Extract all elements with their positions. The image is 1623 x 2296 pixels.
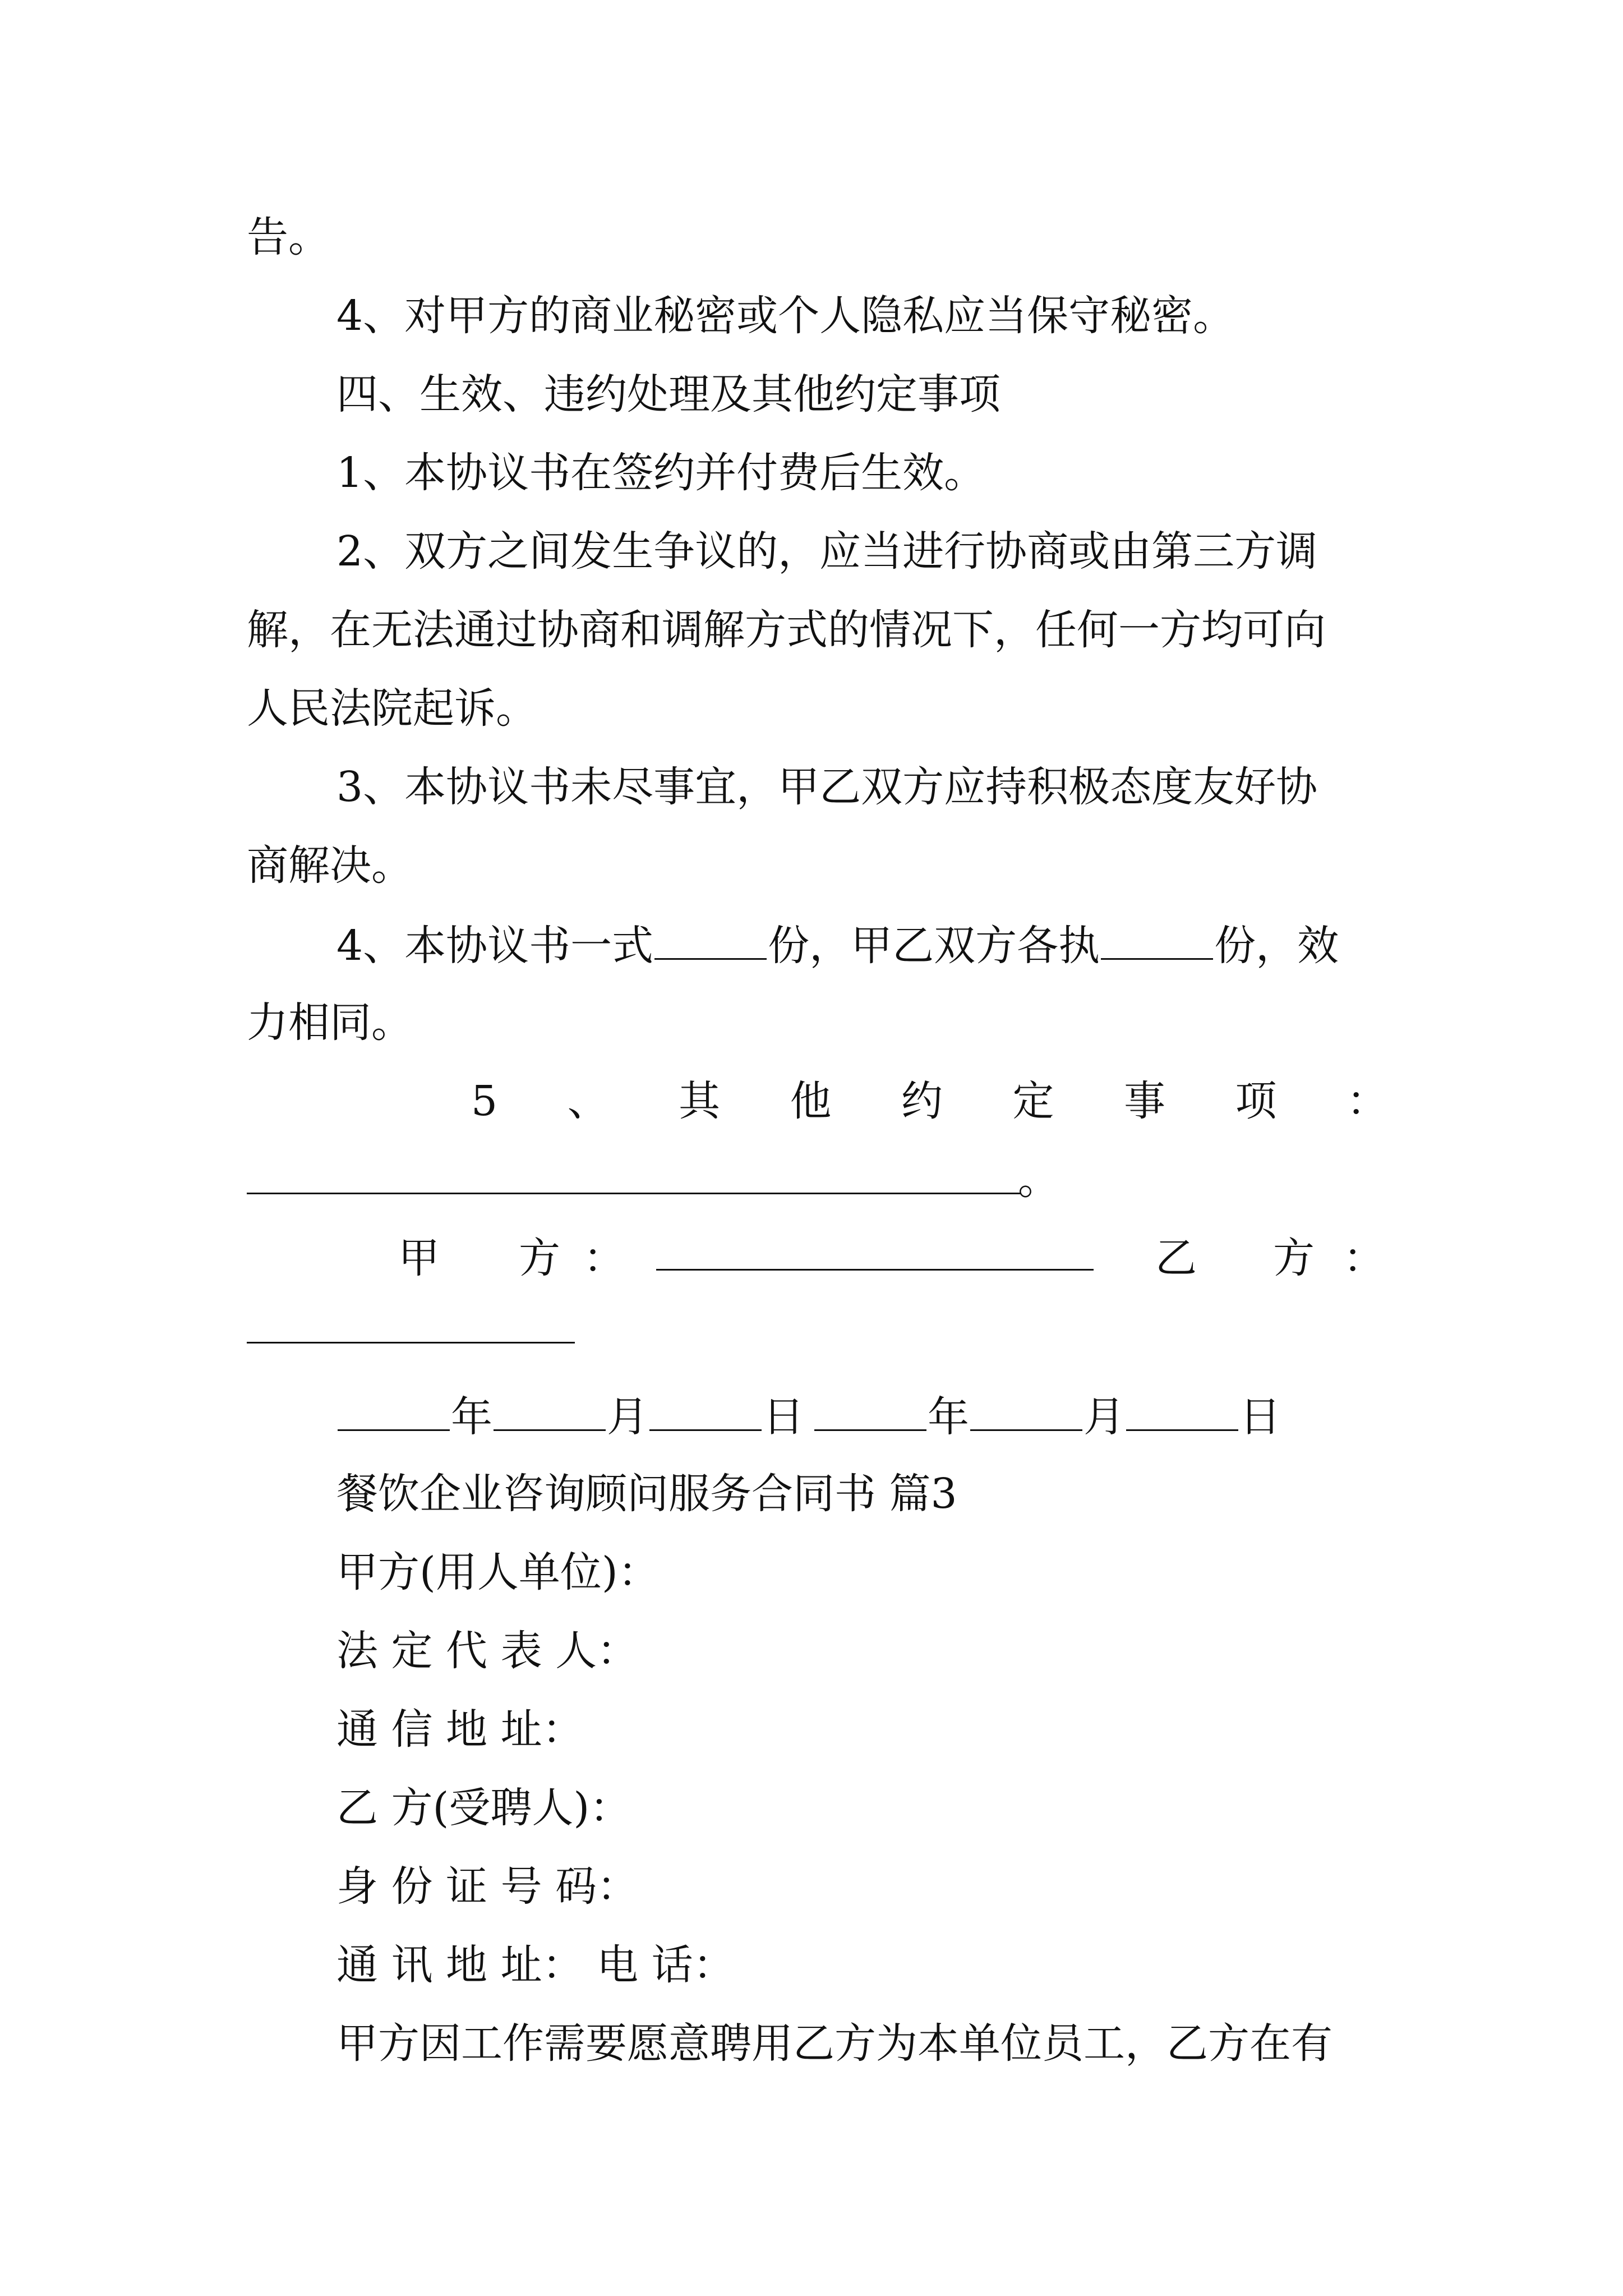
copies-text-a: 4、本协议书一式: [336, 922, 654, 970]
party-b-char: 乙: [1155, 1234, 1197, 1282]
day-blank: [1126, 1390, 1238, 1431]
text-line: 4、对甲方的商业秘密或个人隐私应当保守秘密。: [336, 292, 1235, 340]
party-b-char: 方: [1273, 1234, 1315, 1282]
text-line: 。: [1018, 1156, 1059, 1204]
copies-blank: [654, 919, 767, 960]
text-line: 法 定 代 表 人：: [336, 1627, 639, 1675]
text-line: 身 份 证 号 码：: [336, 1862, 639, 1911]
copies-line: [336, 919, 1339, 969]
date-line: [813, 1390, 1281, 1441]
text-line: 告。: [247, 213, 330, 261]
text-line: 甲方(用人单位)：: [336, 1548, 660, 1596]
text-line: 通 信 地 址：: [336, 1705, 584, 1754]
month-blank: [494, 1390, 606, 1431]
other-items-char: ：: [1346, 1077, 1388, 1125]
month-label: 月: [1083, 1393, 1125, 1441]
party-a-signature-blank: [656, 1269, 1094, 1271]
day-blank: [649, 1390, 762, 1431]
other-items-line: [247, 1076, 1388, 1126]
text-line: 2、双方之间发生争议的，应当进行协商或由第三方调: [336, 527, 1318, 576]
other-items-char: 事: [1124, 1077, 1165, 1125]
text-line: 甲方因工作需要愿意聘用乙方为本单位员工，乙方在有: [336, 2019, 1332, 2068]
year-label: 年: [451, 1393, 492, 1441]
other-items-char: 、: [567, 1077, 609, 1125]
other-items-char: 约: [901, 1077, 943, 1125]
year-blank: [814, 1390, 926, 1431]
month-label: 月: [607, 1393, 648, 1441]
other-items-char: 5: [471, 1077, 498, 1125]
party-a-char: ：: [583, 1234, 625, 1282]
year-blank: [338, 1390, 450, 1431]
text-line: 1、本协议书在签约并付费后生效。: [336, 449, 986, 497]
party-a-char: 甲: [398, 1234, 440, 1282]
text-line: 乙 方(受聘人)：: [336, 1784, 631, 1832]
day-label: 日: [763, 1393, 804, 1441]
text-line: 人民法院起诉。: [247, 684, 537, 733]
text-line: 通 讯 地 址： 电 话：: [336, 1941, 735, 1989]
year-label: 年: [928, 1393, 969, 1441]
text-line: 力相同。: [247, 999, 413, 1047]
other-items-char: 定: [1012, 1077, 1054, 1125]
contract-title: 餐饮企业咨询顾问服务合同书 篇3: [336, 1470, 957, 1518]
party-b-char: ：: [1343, 1234, 1385, 1282]
party-b-signature-blank: [247, 1342, 575, 1343]
text-line: 商解决。: [247, 841, 413, 890]
section-heading: 四、生效、违约处理及其他约定事项: [336, 370, 1000, 418]
other-items-blank: [247, 1193, 1021, 1194]
copies-text-b: 份，甲乙双方各执: [768, 922, 1100, 970]
text-line: 解，在无法通过协商和调解方式的情况下，任何一方均可向: [247, 606, 1326, 654]
date-line: [336, 1390, 804, 1441]
other-items-char: 项: [1235, 1077, 1277, 1125]
copies-text-c: 份，效: [1214, 922, 1339, 970]
copies-each-blank: [1101, 919, 1213, 960]
party-a-char: 方: [519, 1234, 560, 1282]
other-items-char: 他: [790, 1077, 832, 1125]
month-blank: [970, 1390, 1082, 1431]
other-items-char: 其: [679, 1077, 721, 1125]
day-label: 日: [1239, 1393, 1281, 1441]
text-line: 3、本协议书未尽事宜，甲乙双方应持积极态度友好协: [336, 763, 1318, 811]
